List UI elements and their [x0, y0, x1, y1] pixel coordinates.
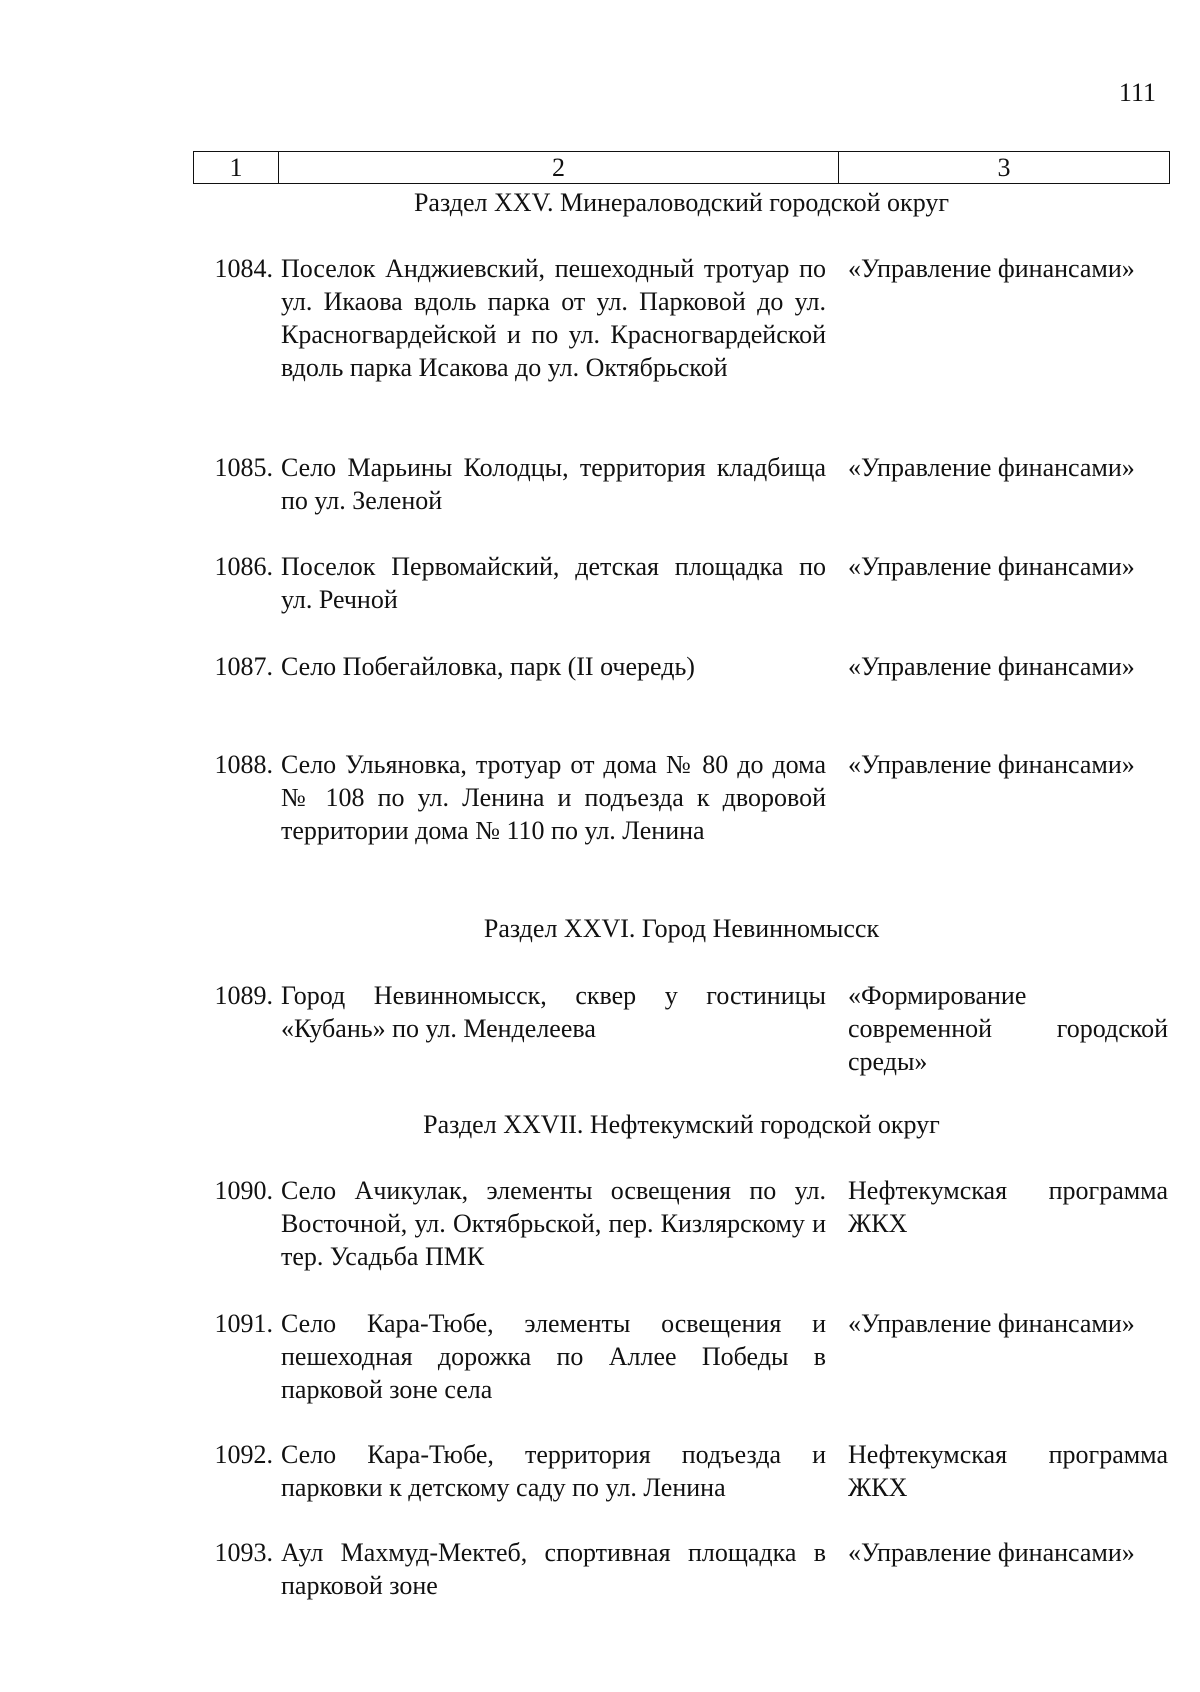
entry-program: «Управление финансами» — [848, 750, 1135, 779]
entry-description: Аул Махмуд-Мектеб, спортивная площадка в парковой зоне — [281, 1538, 826, 1600]
column-header-3: 3 — [997, 152, 1011, 182]
entry-number: 1086. — [214, 552, 273, 581]
entry-program: «Управление финансами» — [848, 652, 1135, 681]
entry-number: 1087. — [214, 652, 273, 681]
entry-description: Село Кара-Тюбе, территория подъезда и парковки к детскому саду по ул. Ленина — [281, 1440, 826, 1502]
section-title: Раздел XXVII. Нефтекумский городской округ — [423, 1110, 940, 1139]
entry-description: Село Ульяновка, тротуар от дома № 80 до дома № 108 по ул. Ленина и подъезда к дворовой территории дома № 110 по ул. Ленина — [281, 750, 826, 845]
entry-program: «Управление финансами» — [848, 1538, 1135, 1567]
entry-description: Поселок Анджиевский, пешеходный тротуар по ул. Икаова вдоль парка от ул. Парковой до ул. Красногвардейской и по ул. Красногвардейской вдоль парка Исакова до ул. Октябрьской — [281, 254, 826, 382]
entry-program: Нефтекумская программа ЖКХ — [848, 1440, 1168, 1502]
section-title: Раздел XXVI. Город Невинномысск — [483, 914, 880, 943]
column-header-2: 2 — [279, 152, 839, 183]
entry-number: 1085. — [214, 453, 273, 482]
entry-description: Село Марьины Колодцы, территория кладбища по ул. Зеленой — [281, 453, 826, 515]
entry-program: «Управление финансами» — [848, 552, 1135, 581]
column-header-row — [193, 151, 1170, 184]
entry-description: Село Кара-Тюбе, элементы освещения и пешеходная дорожка по Аллее Победы в парковой зоне села — [281, 1309, 826, 1404]
entry-number: 1084. — [214, 254, 273, 283]
entry-program: «Управление финансами» — [848, 254, 1135, 283]
entry-number: 1093. — [214, 1538, 273, 1567]
entry-description: Село Побегайловка, парк (II очередь) — [281, 652, 695, 681]
section-title: Раздел XXV. Минераловодский городской округ — [413, 188, 950, 217]
entry-description: Поселок Первомайский, детская площадка по ул. Речной — [281, 552, 826, 614]
entry-description: Село Ачикулак, элементы освещения по ул. Восточной, ул. Октябрьской, пер. Кизлярскому и тер. Усадьба ПМК — [281, 1176, 826, 1271]
entry-program: «Управление финансами» — [848, 453, 1135, 482]
entry-number: 1088. — [214, 750, 273, 779]
entry-program: «Управление финансами» — [848, 1309, 1135, 1338]
entry-description: Город Невинномысск, сквер у гостиницы «Кубань» по ул. Менделеева — [281, 981, 826, 1043]
entry-program: «Формирование современной городской среды» — [848, 981, 1168, 1076]
page-number: 111 — [1118, 78, 1156, 107]
entry-number: 1090. — [214, 1176, 273, 1205]
column-header-1: 1 — [194, 152, 279, 183]
entry-number: 1092. — [214, 1440, 273, 1469]
entry-program: Нефтекумская программа ЖКХ — [848, 1176, 1168, 1238]
entry-number: 1091. — [214, 1309, 273, 1338]
entry-number: 1089. — [214, 981, 273, 1010]
